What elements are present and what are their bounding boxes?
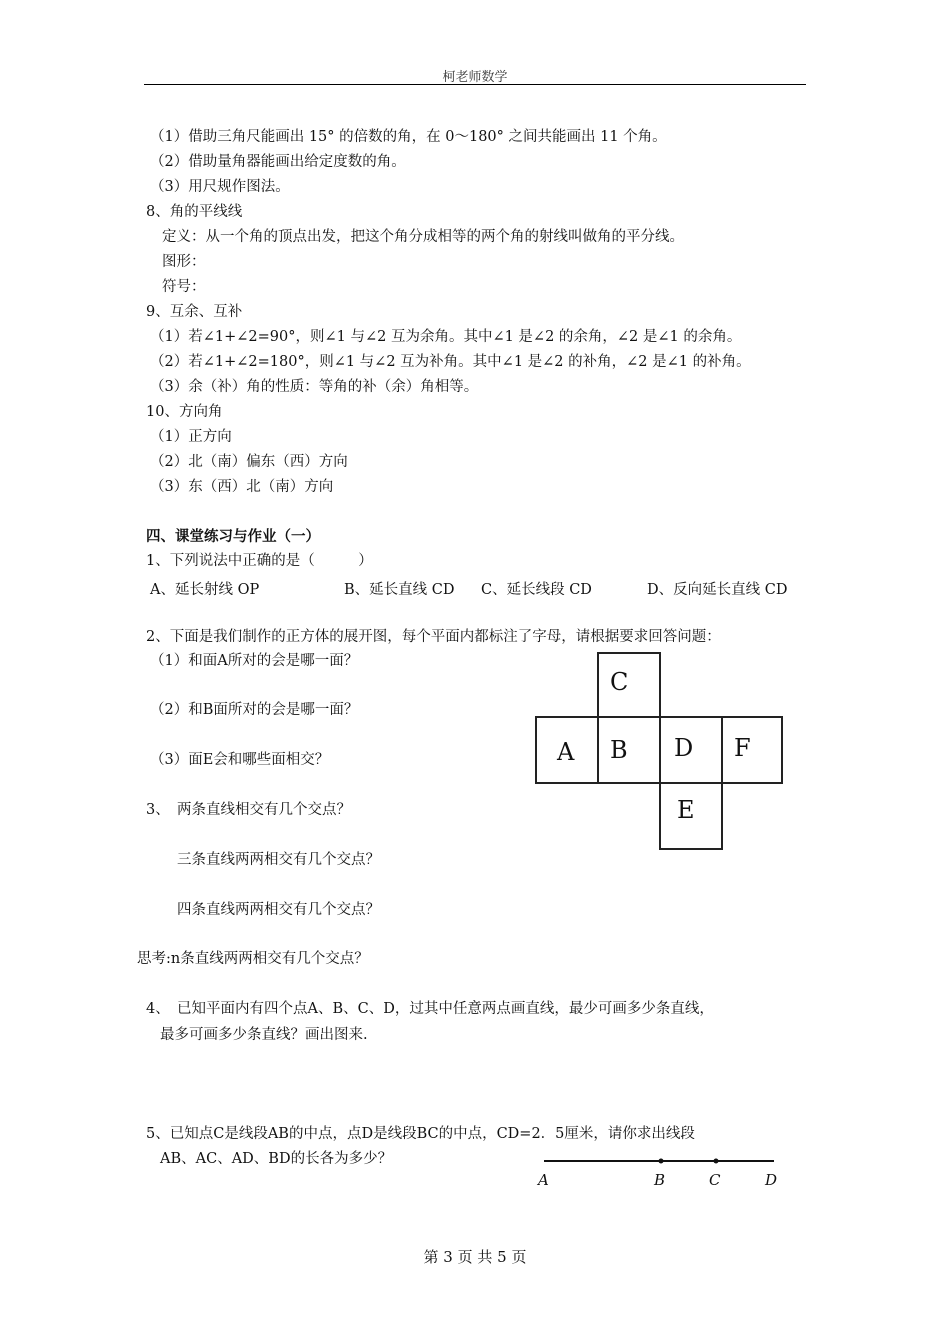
q3-line-3: 四条直线两两相交有几个交点？ xyxy=(177,902,380,918)
q3-line-1: 3、 两条直线相交有几个交点？ xyxy=(146,802,351,818)
angle-item-3: （3）用尺规作图法。 xyxy=(150,179,290,195)
angle-item-1: （1）借助三角尺能画出 15° 的倍数的角，在 0～180° 之间共能画出 11 个角。 xyxy=(150,129,667,145)
direction-item-2: （2）北（南）偏东（西）方向 xyxy=(150,454,348,470)
point-b-marker xyxy=(659,1159,664,1164)
q2-stem: 2、下面是我们制作的正方体的展开图，每个平面内都标注了字母，请根据要求回答问题： xyxy=(146,629,721,645)
q2-sub-2: （2）和B面所对的会是哪一面？ xyxy=(150,702,359,718)
direction-item-1: （1）正方向 xyxy=(150,429,232,445)
point-label-b: B xyxy=(654,1171,666,1189)
q5-line-2: AB、AC、AD、BD的长各为多少？ xyxy=(160,1151,393,1167)
angle-item-2: （2）借助量角器能画出给定度数的角。 xyxy=(150,154,406,170)
exercises-heading: 四、课堂练习与作业（一） xyxy=(146,528,320,545)
q3-think: 思考:n条直线两两相交有几个交点？ xyxy=(137,951,369,967)
point-label-c: C xyxy=(709,1171,721,1189)
q2-sub-3: （3）面E会和哪些面相交？ xyxy=(150,752,330,768)
q1-option-c: C、延长线段 CD xyxy=(481,582,592,598)
q2-sub-1: （1）和面A所对的会是哪一面？ xyxy=(150,653,359,669)
net-label-e: E xyxy=(677,796,695,824)
net-face-b xyxy=(598,717,660,783)
net-label-d: D xyxy=(674,734,694,762)
net-label-c: C xyxy=(610,668,629,696)
point-label-a: A xyxy=(538,1171,549,1189)
q4-line-2: 最多可画多少条直线？画出图来. xyxy=(160,1027,368,1043)
q4-line-1: 4、 已知平面内有四个点A、B、C、D，过其中任意两点画直线，最少可画多少条直线， xyxy=(146,1001,714,1017)
q5-line-1: 5、已知点C是线段AB的中点，点D是线段BC的中点，CD=2．5厘米，请你求出线段 xyxy=(146,1126,695,1142)
bisector-title: 8、角的平线线 xyxy=(146,204,243,220)
page-header-title: 柯老师数学 xyxy=(442,70,508,85)
net-face-c xyxy=(598,653,660,717)
header-rule xyxy=(144,84,806,85)
point-c-marker xyxy=(714,1159,719,1164)
bisector-symbol-label: 符号： xyxy=(162,279,206,295)
cube-net-diagram xyxy=(530,650,790,855)
complement-item-1: （1）若∠1+∠2=90°，则∠1 与∠2 互为余角。其中∠1 是∠2 的余角，∠2 是∠1 的余角。 xyxy=(150,329,742,345)
bisector-definition: 定义：从一个角的顶点出发，把这个角分成相等的两个角的射线叫做角的平分线。 xyxy=(162,229,684,245)
direction-item-3: （3）东（西）北（南）方向 xyxy=(150,479,334,495)
q1-option-a: A、延长射线 OP xyxy=(150,582,260,598)
segment-diagram xyxy=(528,1150,790,1200)
q1-option-d: D、反向延长直线 CD xyxy=(647,582,788,598)
direction-title: 10、方向角 xyxy=(146,404,223,420)
net-label-b: B xyxy=(610,736,628,764)
complement-title: 9、互余、互补 xyxy=(146,304,243,320)
net-face-f xyxy=(722,717,782,783)
net-label-f: F xyxy=(734,734,751,762)
net-label-a: A xyxy=(557,738,575,766)
q1-option-b: B、延长直线 CD xyxy=(344,582,455,598)
q3-line-2: 三条直线两两相交有几个交点？ xyxy=(177,852,380,868)
page-footer: 第 3 页 共 5 页 xyxy=(423,1248,527,1266)
q1-stem: 1、下列说法中正确的是（ ） xyxy=(146,553,373,569)
complement-item-2: （2）若∠1+∠2=180°，则∠1 与∠2 互为补角。其中∠1 是∠2 的补角，∠2 是∠1 的补角。 xyxy=(150,354,751,370)
bisector-figure-label: 图形： xyxy=(162,254,206,270)
complement-item-3: （3）余（补）角的性质：等角的补（余）角相等。 xyxy=(150,379,479,395)
point-label-d: D xyxy=(765,1171,778,1189)
